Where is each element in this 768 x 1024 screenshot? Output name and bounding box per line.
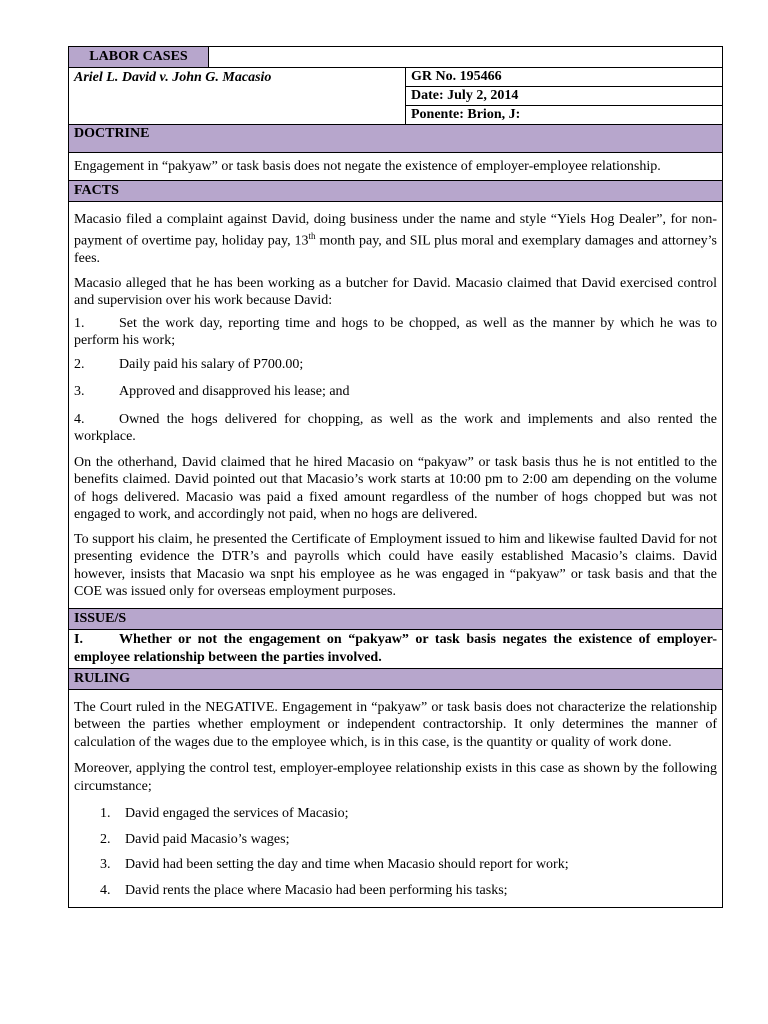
doctrine-text: Engagement in “pakyaw” or task basis does not negate the existence of employer-employee relationship. <box>74 159 661 174</box>
case-info-row <box>68 67 723 125</box>
case-meta <box>406 68 722 124</box>
case-digest-table <box>68 46 723 908</box>
ruling-paragraph: Moreover, applying the control test, employer-employee relationship exists in this case as shown by the following circumstance; <box>74 761 717 794</box>
category-label: LABOR CASES <box>69 47 209 67</box>
issue-item: I. Whether or not the engagement on “pakyaw” or task basis negates the existence of employer-employee relationship between the parties involved. <box>68 630 723 669</box>
ruling-list-item: 2. David paid Macasio’s wages; <box>100 831 290 847</box>
ruling-heading: RULING <box>68 669 723 690</box>
facts-list-item: 2. Daily paid his salary of P700.00; <box>74 356 304 372</box>
facts-list-item: 3. Approved and disapproved his lease; and <box>74 384 350 400</box>
ruling-paragraph: The Court ruled in the NEGATIVE. Engagement in “pakyaw” or task basis does not characterize the relationship between the parties whether employment or independent contractorship. It only determines the manner of calculation of the wages due to the employee which, is in this case, is the quantity or quality of work done. <box>74 699 717 750</box>
doctrine-body <box>68 153 723 181</box>
ruling-body <box>68 690 723 909</box>
ponente: Ponente: Brion, J: <box>411 107 521 122</box>
facts-paragraph: To support his claim, he presented the Certificate of Employment issued to him and likewise faulted David for not presenting evidence the DTR’s and payrolls which could have easily established Macasio’s claims. David however, insists that Macasio wa snpt his employee as he was engaged in “pakyaw” or task basis and that the COE was issued only for overseas employment purposes. <box>74 531 717 600</box>
facts-list-item: 4. Owned the hogs delivered for chopping, as well as the work and implements and also rented the workplace. <box>74 411 717 445</box>
facts-list-item: 1. Set the work day, reporting time and hogs to be chopped, as well as the manner by which he was to perform his work; <box>74 315 717 349</box>
category-header-row <box>68 46 723 67</box>
issues-heading: ISSUE/S <box>68 609 723 630</box>
facts-paragraph: Macasio alleged that he has been working as a butcher for David. Macasio claimed that David exercised control and supervision over his work because David: <box>74 275 717 309</box>
gr-number: GR No. 195466 <box>406 68 722 87</box>
doctrine-heading: DOCTRINE <box>68 125 723 153</box>
decision-date: Date: July 2, 2014 <box>406 87 722 106</box>
case-title: Ariel L. David v. John G. Macasio <box>69 68 406 124</box>
facts-body <box>68 202 723 609</box>
ruling-list-item: 4. David rents the place where Macasio had been performing his tasks; <box>100 882 508 898</box>
facts-paragraph: Macasio filed a complaint against David, doing business under the name and style “Yiels Hog Dealer”, for non-payment of overtime pay, holiday pay, 13th month pay, and SIL plus moral and exemplary damages and attorney’s fees. <box>74 211 718 267</box>
ruling-list-item: 3. David had been setting the day and time when Macasio should report for work; <box>100 857 569 873</box>
facts-heading: FACTS <box>68 181 723 202</box>
category-header-empty <box>209 47 722 67</box>
facts-paragraph: On the otherhand, David claimed that he hired Macasio on “pakyaw” or task basis thus he is not entitled to the benefits claimed. David pointed out that Macasio’s work starts at 10:00 pm to 2:00 am depending on the volume of hogs delivered. Macasio was paid a fixed amount regardless of the number of hogs chopped but was not engaged to work, and accordingly not paid, when no hogs are delivered. <box>74 454 717 523</box>
ruling-list-item: 1. David engaged the services of Macasio; <box>100 806 349 822</box>
